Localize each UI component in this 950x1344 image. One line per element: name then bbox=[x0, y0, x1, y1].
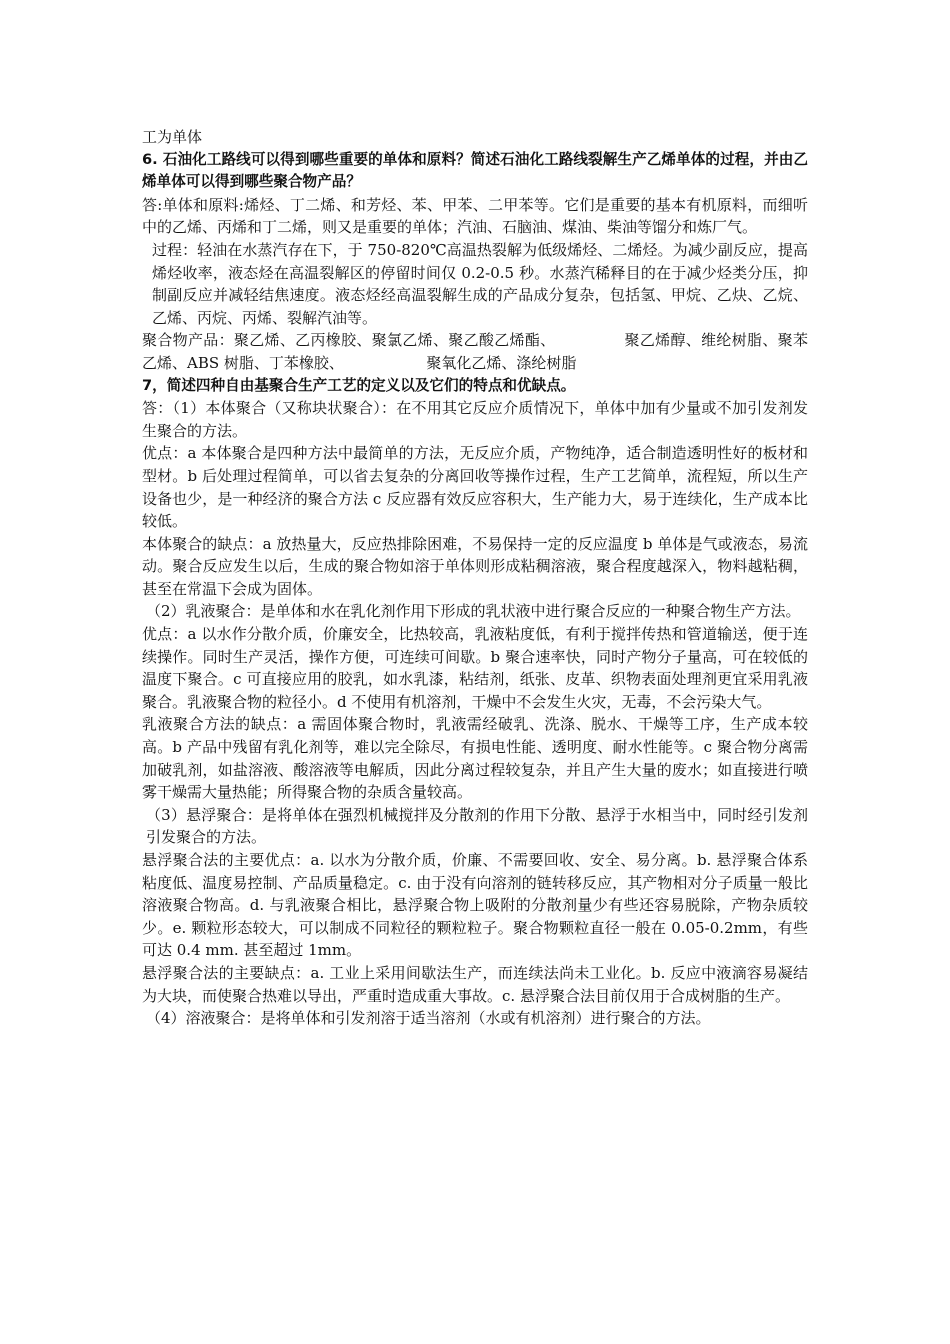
suspension-polymerization-disadvantages: 悬浮聚合法的主要缺点：a. 工业上采用间歇法生产，而连续法尚未工业化。b. 反应中液滴容易凝结为大块，而使聚合热难以导出，严重时造成重大事故。c. 悬浮聚合法目前仅用于合成树脂的生产。 bbox=[142, 963, 808, 1005]
answer-6-monomers: 答:单体和原料:烯烃、丁二烯、和芳烃、苯、甲苯、二甲苯等。它们是重要的基本有机原料，而细听中的乙烯、丙烯和丁二烯，则又是重要的单体；汽油、石脑油、煤油、柴油等馏分和炼厂气。 bbox=[142, 195, 808, 237]
bulk-polymerization-advantages: 优点：a 本体聚合是四种方法中最简单的方法，无反应介质，产物纯净，适合制造透明性好的板材和型材。b 后处理过程简单，可以省去复杂的分离回收等操作过程，生产工艺简单，流程短，所以生产设备也少，是一种经济的聚合方法 c 反应器有效反应容积大，生产能力大，易于连续化，生产成本比较低。 bbox=[142, 444, 808, 531]
question-7-heading: 7，简述四种自由基聚合生产工艺的定义以及它们的特点和优缺点。 bbox=[142, 376, 576, 394]
answer-6-process: 过程：轻油在水蒸汽存在下，于 750-820℃高温热裂解为低级烯烃、二烯烃。为减少副反应，提高烯烃收率，液态烃在高温裂解区的停留时间仅 0.2-0.5 秒。水蒸汽稀释目的在于减少烃类分压，抑制副反应并减轻结焦速度。液态烃经高温裂解生成的产品成分复杂，包括氢、甲烷、乙炔、乙烷、乙烯、丙烷、丙烯、裂解汽油等。 bbox=[152, 240, 808, 327]
emulsion-polymerization-disadvantages: 乳液聚合方法的缺点：a 需固体聚合物时，乳液需经破乳、洗涤、脱水、干燥等工序，生产成本较高。b 产品中残留有乳化剂等，难以完全除尽，有损电性能、透明度、耐水性能等。c 聚合物分离需加破乳剂，如盐溶液、酸溶液等电解质，因此分离过程较复杂，并且产生大量的废水；如直接进行喷雾干燥需大量热能；所得聚合物的杂质含量较高。 bbox=[142, 715, 808, 802]
emulsion-polymerization-definition: （2）乳液聚合：是单体和水在乳化剂作用下形成的乳状液中进行聚合反应的一种聚合物生产方法。 bbox=[146, 602, 801, 621]
suspension-polymerization-advantages: 悬浮聚合法的主要优点：a. 以水为分散介质，价廉、不需要回收、安全、易分离。b. 悬浮聚合体系粘度低、温度易控制、产品质量稳定。c. 由于没有向溶剂的链转移反应，其产物相对分子质量一般比溶液聚合物高。d. 与乳液聚合相比，悬浮聚合物上吸附的分散剂量少有些还容易脱除，产物杂质较少。e. 颗粒形态较大，可以制成不同粒径的颗粒粒子。聚合物颗粒直径一般在 0.05-0.2mm，有些可达 0.4 mm. 甚至超过 1mm。 bbox=[142, 851, 808, 960]
para-fragment: 工为单体 bbox=[142, 128, 203, 146]
solution-polymerization-definition: （4）溶液聚合：是将单体和引发剂溶于适当溶剂（水或有机溶剂）进行聚合的方法。 bbox=[146, 1009, 711, 1028]
emulsion-polymerization-advantages: 优点：a 以水作分散介质，价廉安全，比热较高，乳液粘度低，有利于搅拌传热和管道输送，便于连续操作。同时生产灵活，操作方便，可连续可间歇。b 聚合速率快，同时产物分子量高，可在较低的温度下聚合。c 可直接应用的胶乳，如水乳漆，粘结剂，纸张、皮革、织物表面处理剂更宜采用乳液聚合。乳液聚合物的粒径小。d 不使用有机溶剂，干燥中不会发生火灾，无毒，不会污染大气。 bbox=[142, 625, 808, 711]
question-6-heading: 6. 石油化工路线可以得到哪些重要的单体和原料？简述石油化工路线裂解生产乙烯单体的过程，并由乙烯单体可以得到哪些聚合物产品？ bbox=[142, 150, 808, 191]
answer-6-products: 聚合物产品：聚乙烯、乙丙橡胶、聚氯乙烯、聚乙酸乙烯酯、 聚乙烯醇、维纶树脂、聚苯乙烯、ABS 树脂、丁苯橡胶、 聚氧化乙烯、涤纶树脂 bbox=[142, 331, 808, 372]
bulk-polymerization-disadvantages: 本体聚合的缺点：a 放热量大，反应热排除困难，不易保持一定的反应温度 b 单体是气或液态，易流动。聚合反应发生以后，生成的聚合物如溶于单体则形成粘稠溶液，聚合程度越深入，物料越粘稠，甚至在常温下会成为固体。 bbox=[142, 534, 808, 598]
suspension-polymerization-definition: （3）悬浮聚合：是将单体在强烈机械搅拌及分散剂的作用下分散、悬浮于水相当中，同时经引发剂引发聚合的方法。 bbox=[146, 805, 808, 847]
bulk-polymerization-definition: 答：（1）本体聚合（又称块状聚合）：在不用其它反应介质情况下，单体中加有少量或不加引发剂发生聚合的方法。 bbox=[142, 399, 808, 440]
